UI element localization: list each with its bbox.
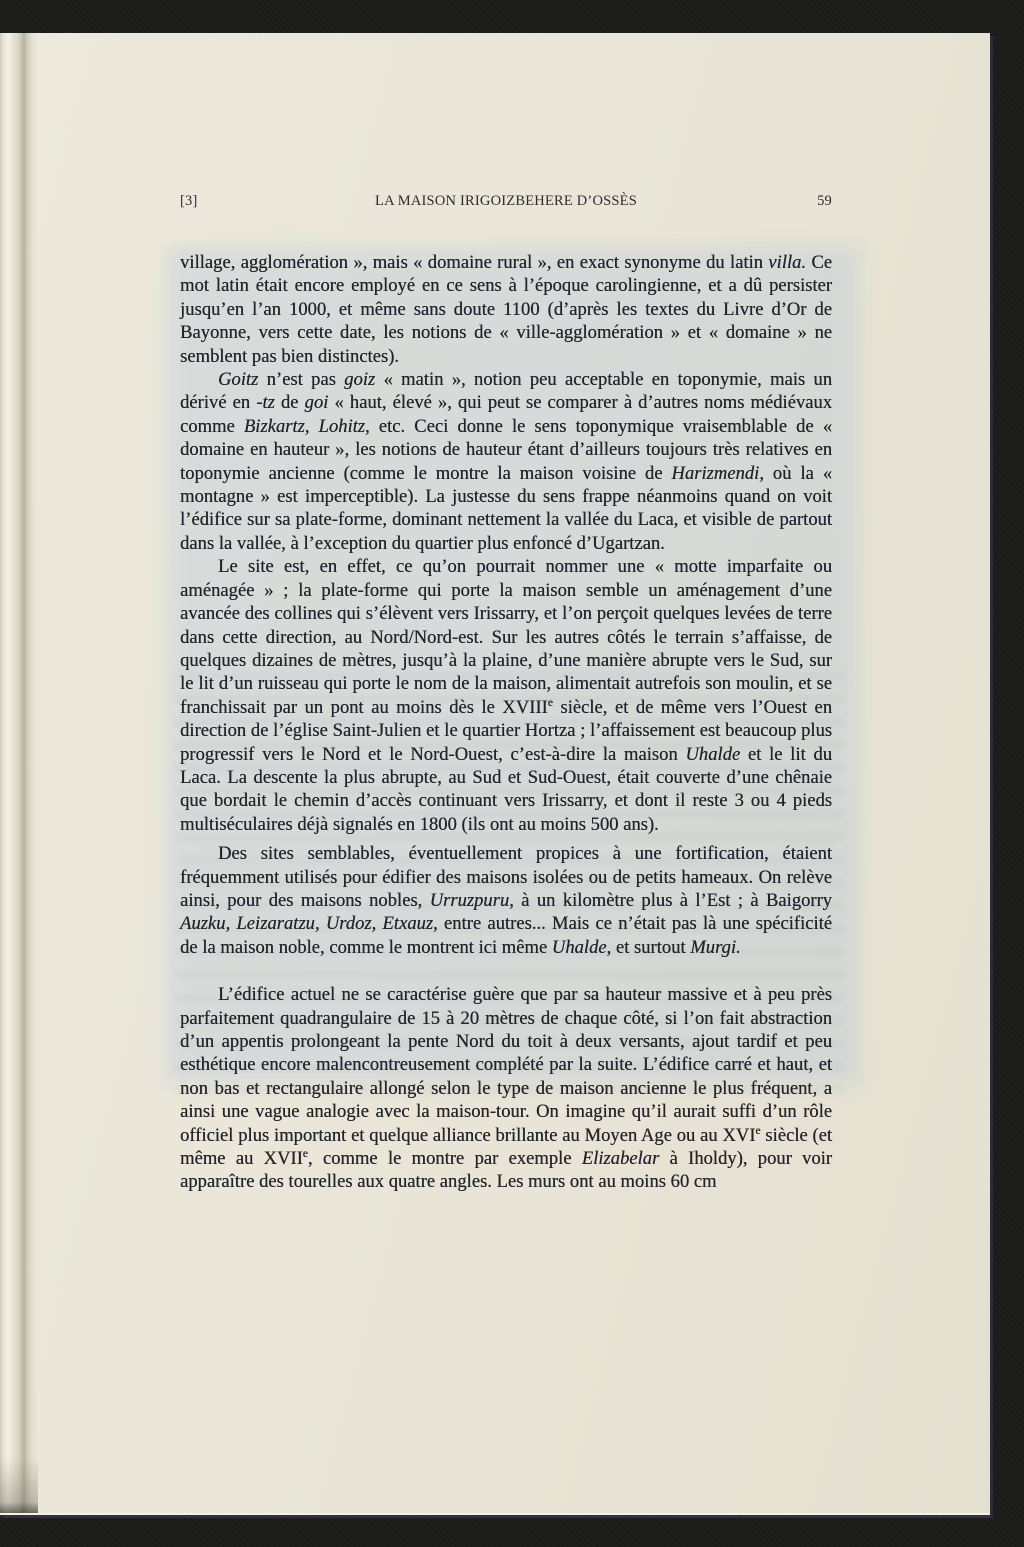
italic-term: Goitz — [218, 369, 259, 391]
book-page — [0, 33, 990, 1515]
body-paragraph — [180, 368, 832, 555]
text-run: Des sites semblables, éventuellement propices à une fortification, étaient fréquemment utilisés pour édifier des maisons isolées ou de petits hameaux. On relève ainsi, pour des maisons nobles, — [180, 843, 832, 911]
italic-term: Auzku, Leizaratzu, Urdoz, Etxauz, — [180, 913, 438, 935]
text-run: et surtout — [611, 936, 691, 958]
text-run: à un kilomètre plus à l’Est ; à Baigorry — [513, 889, 832, 911]
text-run: et le lit du Laca. La descente la plus abrupte, au Sud et Sud-Ouest, était couverte d’une chênaie que bordait le chemin d’accès continuant vers Irissarry, et dont il reste 3 ou 4 pieds multiséculaires déjà signalés en 1800 (ils ont au moins 500 ans). — [180, 743, 832, 835]
italic-term: goi — [304, 392, 329, 414]
text-run: de — [274, 392, 305, 414]
binding-fold — [0, 33, 38, 1513]
superscript-ordinal: e — [755, 1124, 761, 1137]
italic-term: villa. — [768, 252, 806, 273]
text-run: Ce mot latin était encore employé en ce sens à l’époque carolingienne, et a dû persister jusqu’en l’an 1000, et même sans doute 1100 (d’après les textes du Livre d’Or de Bayonne, vers cette date, les notions de « ville-agglomération » et « domaine » ne semblent pas bien distinctes). — [180, 252, 832, 367]
text-run: à Iholdy), pour voir apparaître des tourelles aux quatre angles. Les murs ont au moins 60 cm — [180, 1148, 832, 1193]
page-number: 59 — [817, 193, 832, 209]
italic-term: Murgi. — [690, 936, 741, 958]
body-paragraph — [180, 555, 832, 836]
italic-term: Uhalde — [685, 743, 741, 765]
text-run: n’est pas — [258, 369, 345, 391]
italic-term: Bizkartz, Lohitz, — [243, 415, 370, 437]
text-run: etc. Ceci donne le sens toponymique vraisemblable de « domaine en hauteur », les notions de hauteur étant d’ailleurs toujours très relatives en toponymie ancienne (comme le montre la maison voisine de — [180, 415, 832, 484]
superscript-ordinal: e — [302, 1147, 308, 1160]
italic-term: -tz — [256, 392, 275, 414]
text-run: siècle (et même au XVII — [180, 1124, 833, 1170]
text-run: village, agglomération », mais « domaine rural », en exact synonyme du latin — [180, 252, 769, 273]
body-paragraph — [180, 983, 832, 1194]
body-paragraph — [180, 842, 832, 959]
italic-term: Harizmendi, — [671, 462, 764, 484]
italic-term: Urruzpuru, — [429, 889, 514, 911]
text-run: entre autres... Mais ce n’était pas là une spécificité de la maison noble, comme le montrent ici même — [180, 913, 832, 958]
text-run: siècle, et de même vers l’Ouest en direction de l’église Saint-Julien et le quartier Hortza ; l’affaissement est beaucoup plus progressif vers le Nord et le Nord-Ouest, c’est-à-dire la maison — [180, 696, 832, 765]
running-title: LA MAISON IRIGOIZBEHERE D’OSSÈS — [375, 193, 637, 209]
italic-term: Uhalde, — [551, 936, 612, 958]
body-paragraph — [180, 251, 832, 368]
running-header — [180, 193, 832, 210]
text-run: « matin », notion peu acceptable en toponymie, mais un dérivé en — [180, 369, 832, 414]
italic-term: goiz — [344, 369, 376, 391]
article-body — [180, 251, 832, 1194]
text-run: « haut, élevé », qui peut se comparer à d’autres noms médiévaux comme — [180, 392, 832, 437]
text-run: Le site est, en effet, ce qu’on pourrait nommer une « motte imparfaite ou aménagée » ; la plate-forme qui porte la maison semble un aménagement d’une avancée des collines qui s’élèvent vers Irissarry, et l’on perçoit quelques levées de terre dans cette direction, au Nord/Nord-est. Sur les autres côtés le terrain s’affaisse, de quelques dizaines de mètres, jusqu’à la plaine, d’une manière abrupte vers le Sud, sur le lit d’un ruisseau qui porte le nom de la maison, alimentait autrefois son moulin, et se franchissait par un pont au moins dès le XVIII — [180, 556, 832, 718]
superscript-ordinal: e — [547, 696, 553, 709]
section-number: [3] — [180, 193, 198, 209]
text-run: où la « montagne » est imperceptible). La justesse du sens frappe néanmoins quand on voit l’édifice sur sa plate-forme, dominant nettement la vallée du Laca, et visible de partout dans la vallée, à l’exception du quartier plus enfoncé d’Ugartzan. — [180, 462, 832, 554]
text-run: L’édifice actuel ne se caractérise guère que par sa hauteur massive et à peu près parfaitement quadrangulaire de 15 à 20 mètres de chaque côté, si l’on fait abstraction d’un appentis prolongeant la pente Nord du toit à deux versants, ajout tardif et peu esthétique encore malencontreusement complété par la suite. L’édifice carré et haut, et non bas et rectangulaire allongé selon le type de maison ancienne le plus fréquent, a ainsi une vague analogie avec la maison-tour. On imagine qu’il aurait suffi d’un rôle officiel plus important et quelque alliance brillante au Moyen Age ou au XVI — [180, 984, 832, 1146]
text-run: , comme le montre par exemple — [307, 1148, 582, 1170]
italic-term: Elizabelar — [581, 1148, 660, 1170]
text-block — [180, 193, 832, 1194]
